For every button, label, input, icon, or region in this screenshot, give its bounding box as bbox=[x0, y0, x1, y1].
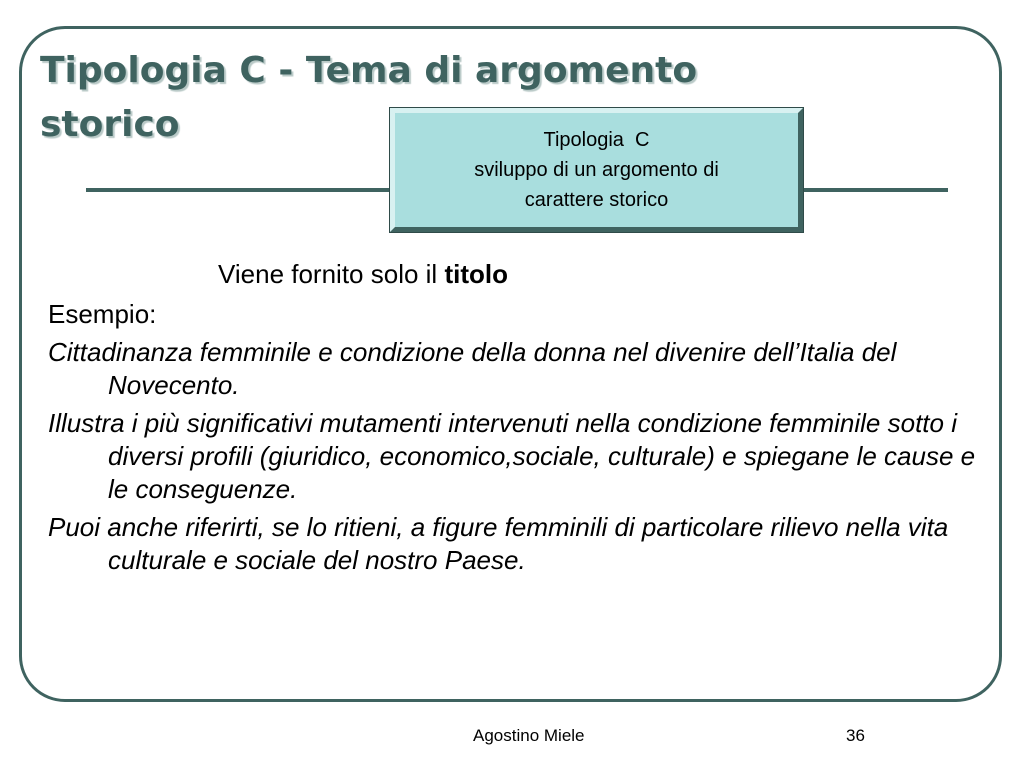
callout-line-1: Tipologia C bbox=[543, 129, 650, 151]
example-label: Esempio: bbox=[48, 299, 157, 329]
callout-line-2: sviluppo di un argomento di bbox=[474, 159, 719, 181]
body-paragraph-1: Cittadinanza femminile e condizione della donna nel divenire dell’Italia del Novecento. bbox=[48, 337, 897, 400]
intro-emphasis: titolo bbox=[444, 259, 508, 289]
slide-body bbox=[48, 298, 993, 582]
intro-line bbox=[218, 256, 508, 292]
slide-title-line-1: Tipologia C - Tema di argomento bbox=[40, 50, 698, 91]
body-paragraph-3: Puoi anche riferirti, se lo ritieni, a figure femminili di particolare rilievo nella vita culturale e sociale del nostro Paese. bbox=[48, 512, 949, 575]
intro-text: Viene fornito solo il bbox=[218, 259, 445, 289]
page-number: 36 bbox=[846, 726, 865, 745]
callout-line-3: carattere storico bbox=[524, 189, 669, 211]
slide-title-line-2: storico bbox=[40, 104, 180, 145]
callout-box bbox=[390, 108, 803, 232]
footer-author: Agostino Miele bbox=[473, 726, 585, 745]
body-paragraph-2: Illustra i più significativi mutamenti intervenuti nella condizione femminile sotto i diversi profili (giuridico, economico,sociale, culturale) e spiegane le cause e le conseguenze. bbox=[48, 408, 976, 504]
